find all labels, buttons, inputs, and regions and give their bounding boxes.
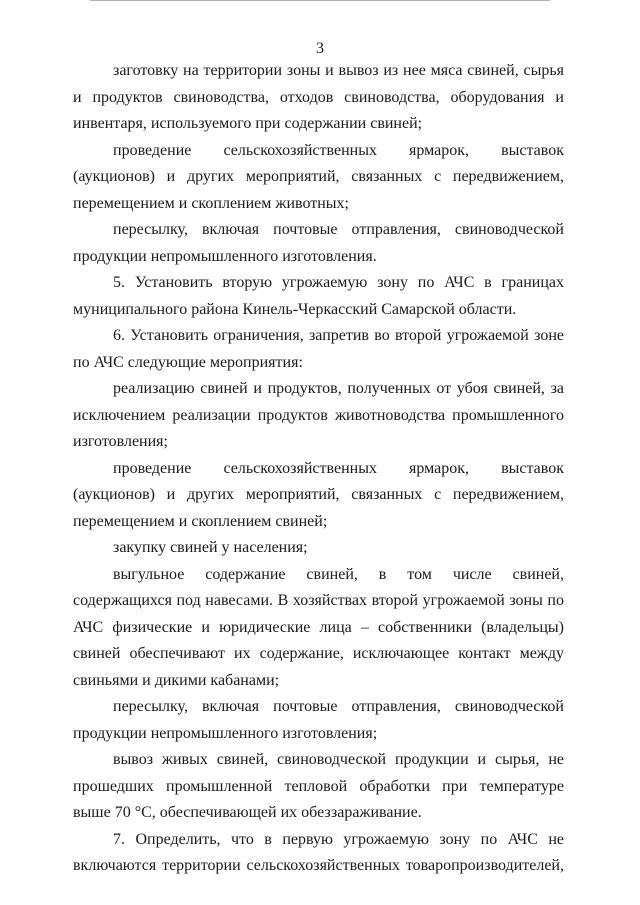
paragraph: пересылку, включая почтовые отправления, свиноводческой продукции непромышленного изготовления.: [73, 221, 564, 265]
paragraph: выгульное содержание свиней, в том числе свиней, содержащихся под навесами. В хозяйствах второй угрожаемой зоны по АЧС физические и юридические лица – собственники (владельцы) свиней обеспечивают их содержание, исключающее контакт между свиньями и дикими кабанами;: [73, 565, 564, 689]
paragraph: проведение сельскохозяйственных ярмарок, выставок (аукционов) и других мероприятий, связанных с передвижением, перемещением и скоплением свиней;: [73, 459, 564, 530]
paragraph: проведение сельскохозяйственных ярмарок, выставок (аукционов) и других мероприятий, связанных с передвижением, перемещением и скоплением животных;: [73, 141, 564, 212]
paragraph: реализацию свиней и продуктов, полученных от убоя свиней, за исключением реализации продуктов животноводства промышленного изготовления;: [73, 380, 564, 450]
paragraph: 7. Определить, что в первую угрожаемую зону по АЧС не включаются территории сельскохозяйственных товаропроизводителей,: [73, 830, 564, 874]
paragraph: 6. Установить ограничения, запретив во второй угрожаемой зоне по АЧС следующие мероприятия:: [73, 327, 564, 371]
paragraph: закупку свиней у населения;: [113, 539, 308, 556]
page-number: 3: [316, 40, 324, 57]
paragraph: пересылку, включая почтовые отправления, свиноводческой продукции непромышленного изготовления;: [73, 698, 564, 742]
paragraph: вывоз живых свиней, свиноводческой продукции и сырья, не прошедших промышленной тепловой обработки при температуре выше 70 °С, обеспечивающей их обеззараживание.: [73, 751, 564, 821]
page-top-edge: [90, 0, 550, 4]
paragraph: 5. Установить вторую угрожаемую зону по АЧС в границах муниципального района Кинель-Черкасский Самарской области.: [73, 274, 564, 318]
paragraph: заготовку на территории зоны и вывоз из нее мяса свиней, сырья и продуктов свиноводства, отходов свиноводства, оборудования и инвентаря, используемого при содержании свиней;: [73, 62, 564, 132]
document-body: [73, 58, 564, 880]
